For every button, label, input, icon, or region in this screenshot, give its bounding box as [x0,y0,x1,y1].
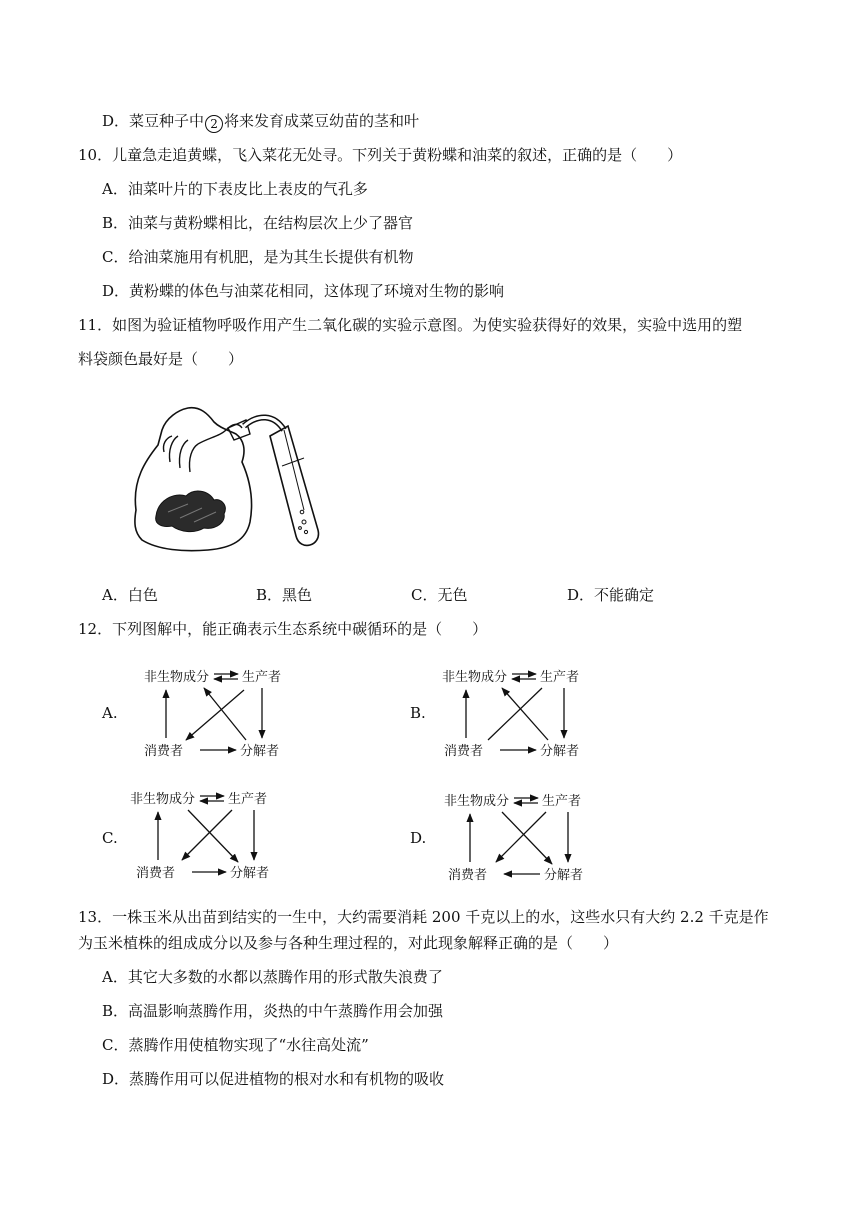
q13-stem-line2: 为玉米植株的组成成分以及参与各种生理过程的，对此现象解释正确的是（ ） [78,934,619,952]
q11-option-d: D．不能确定 [567,586,655,604]
label-producer: 生产者 [542,794,582,809]
label-decomposer: 分解者 [540,744,580,759]
q11-option-a: A．白色 [102,586,158,604]
label-consumer: 消费者 [444,744,484,759]
q12-option-c-letter: C. [102,829,118,847]
label-decomposer: 分解者 [240,744,280,759]
q9-option-d-text-pre: D．菜豆种子中 [102,112,205,130]
label-decomposer: 分解者 [544,868,584,883]
q11-option-b: B．黑色 [256,586,313,604]
respiration-experiment-illustration [128,400,328,560]
label-consumer: 消费者 [136,866,176,881]
q10-option-b: B．油菜与黄粉蝶相比，在结构层次上少了器官 [102,214,414,232]
q11-stem-line1: 11．如图为验证植物呼吸作用产生二氧化碳的实验示意图。为使实验获得好的效果，实验中选用的塑 [78,316,743,334]
label-abiotic: 非生物成分 [442,670,508,685]
label-decomposer: 分解者 [230,866,270,881]
q13-stem-line1: 13．一株玉米从出苗到结实的一生中，大约需要消耗 200 千克以上的水，这些水只有大约 2.2 千克是作 [78,908,769,926]
label-consumer: 消费者 [144,744,184,759]
q12-option-d-letter: D. [410,829,427,847]
q13-option-d: D．蒸腾作用可以促进植物的根对水和有机物的吸收 [102,1070,445,1088]
label-producer: 生产者 [540,670,580,685]
q9-option-d [102,111,419,133]
label-consumer: 消费者 [448,868,488,883]
label-abiotic: 非生物成分 [444,794,510,809]
q10-option-c: C．给油菜施用有机肥，是为其生长提供有机物 [102,248,414,266]
q12-option-b-letter: B. [410,704,426,722]
circled-number-2: 2 [205,115,223,133]
label-producer: 生产者 [228,792,268,807]
q9-option-d-text-post: 将来发育成菜豆幼苗的茎和叶 [224,112,420,130]
q11-option-c: C．无色 [411,586,468,604]
q12-diagram-b [438,664,598,764]
q12-stem: 12．下列图解中，能正确表示生态系统中碳循环的是（ ） [78,620,488,638]
q12-diagram-c [126,784,286,884]
q13-option-c: C．蒸腾作用使植物实现了“水往高处流” [102,1036,369,1054]
q10-stem: 10．儿童急走追黄蝶，飞入菜花无处寻。下列关于黄粉蝶和油菜的叙述，正确的是（ ） [78,146,683,164]
q12-diagram-d [440,786,600,886]
q11-stem-line2: 料袋颜色最好是（ ） [78,350,244,368]
q10-option-d: D．黄粉蝶的体色与油菜花相同，这体现了环境对生物的影响 [102,282,505,300]
q10-option-a: A．油菜叶片的下表皮比上表皮的气孔多 [102,180,368,198]
q13-option-a: A．其它大多数的水都以蒸腾作用的形式散失浪费了 [102,968,443,986]
q12-option-a-letter: A. [102,704,118,722]
q12-diagram-a [140,664,300,764]
label-abiotic: 非生物成分 [130,792,196,807]
label-abiotic: 非生物成分 [144,670,210,685]
q13-option-b: B．高温影响蒸腾作用，炎热的中午蒸腾作用会加强 [102,1002,444,1020]
label-producer: 生产者 [242,670,282,685]
